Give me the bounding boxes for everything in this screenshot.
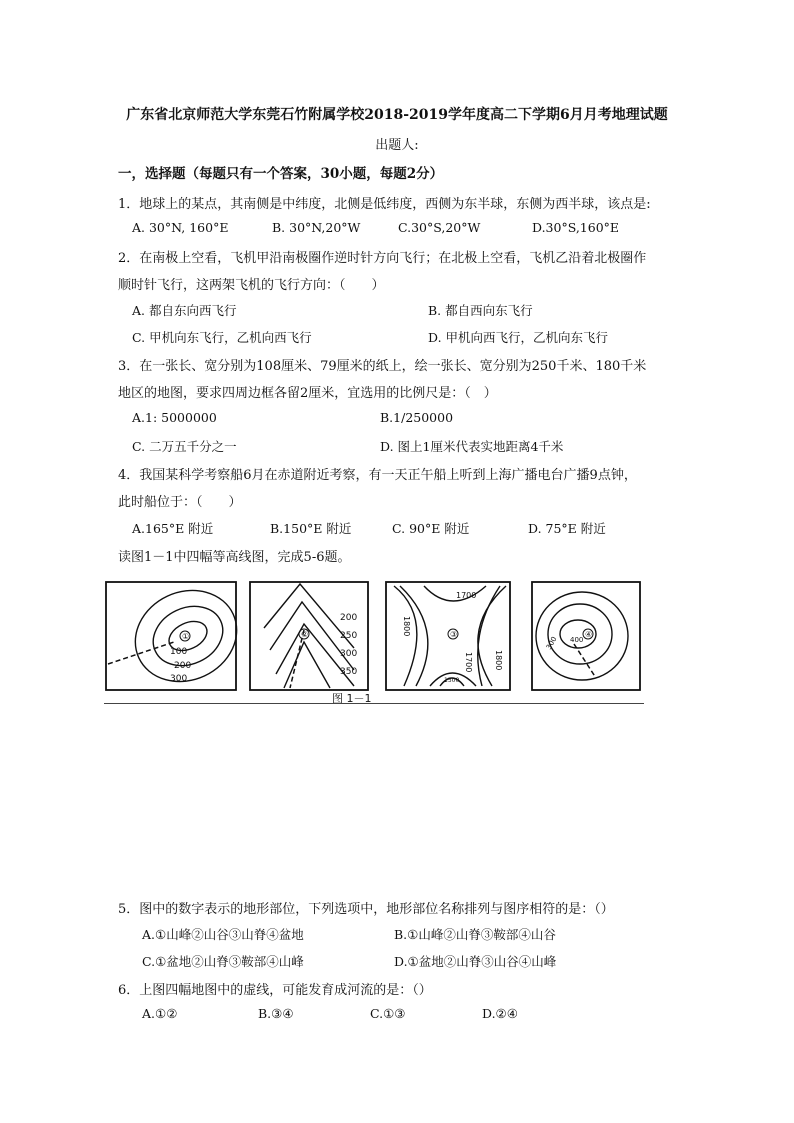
contour-map-3 [386, 582, 510, 690]
q2-option-d: D. 甲机向西飞行，乙机向东飞行 [428, 330, 609, 345]
contour-map-4 [532, 582, 640, 690]
q6-option-d: D.②④ [482, 1006, 518, 1021]
map1-label-200: 200 [174, 661, 192, 671]
q1-option-a: A. 30°N, 160°E [132, 220, 229, 235]
map3-marker: ③ [450, 630, 458, 639]
map3-label-center: 1700 [464, 652, 473, 673]
map4-marker: ④ [585, 630, 593, 639]
q3-option-c: C. 二万五千分之一 [132, 439, 237, 454]
q4-option-a: A.165°E 附近 [132, 521, 214, 536]
q4-option-d: D. 75°E 附近 [528, 521, 606, 536]
q1-option-b: B. 30°N,20°W [272, 220, 361, 235]
q5-option-d: D.①盆地②山脊③山谷④山峰 [394, 954, 557, 969]
map2-label-350: 350 [340, 667, 358, 677]
author-label: 出题人: [375, 138, 419, 153]
q1-option-c: C.30°S,20°W [398, 220, 481, 235]
q6-option-b: B.③④ [258, 1006, 294, 1021]
q2-option-a: A. 都自东向西飞行 [132, 303, 237, 318]
question-1-stem: 1．地球上的某点，其南侧是中纬度，北侧是低纬度，西侧为东半球，东侧为西半球，该点是: [118, 197, 651, 212]
q2-option-b: B. 都自西向东飞行 [428, 303, 533, 318]
map3-label-right: 1800 [494, 650, 503, 671]
q3-option-a: A.1: 5000000 [132, 410, 217, 425]
q1-option-d: D.30°S,160°E [532, 220, 620, 235]
q5-option-c: C.①盆地②山脊③鞍部④山峰 [142, 954, 304, 969]
figure-caption: 图 1－1 [332, 692, 372, 705]
page-title: 广东省北京师范大学东莞石竹附属学校2018-2019学年度高二下学期6月月考地理试题 [126, 107, 668, 123]
question-4-stem-line1: 4．我国某科学考察船6月在赤道附近考察，有一天正午船上听到上海广播电台广播9点钟， [118, 468, 637, 483]
map4-label-400: 400 [570, 636, 584, 644]
map2-label-300: 300 [340, 649, 358, 659]
map4-label-300: 300 [544, 635, 559, 651]
q5-option-b: B.①山峰②山脊③鞍部④山谷 [394, 927, 556, 942]
q3-option-d: D. 图上1厘米代表实地距离4千米 [380, 439, 564, 454]
q4-option-c: C. 90°E 附近 [392, 521, 470, 536]
map2-marker: ② [301, 630, 309, 639]
figure-divider [104, 703, 644, 704]
q6-option-c: C.①③ [370, 1006, 406, 1021]
contour-map-figure [104, 578, 644, 708]
map3-label-left: 1800 [402, 616, 411, 637]
map3-label-top: 1700 [456, 591, 477, 600]
map1-label-300: 300 [170, 674, 188, 684]
question-4-stem-line2: 此时船位于：（ ） [118, 495, 242, 510]
question-6-stem: 6．上图四幅地图中的虚线，可能发育成河流的是：（） [118, 983, 432, 998]
map1-label-100: 100 [170, 647, 188, 657]
question-2-stem-line2: 顺时针飞行，这两架飞机的飞行方向：（ ） [118, 278, 385, 293]
q2-option-c: C. 甲机向东飞行，乙机向西飞行 [132, 330, 312, 345]
q3-option-b: B.1/250000 [380, 410, 454, 425]
map2-label-200: 200 [340, 613, 358, 623]
q5-option-a: A.①山峰②山谷③山脊④盆地 [142, 927, 304, 942]
q6-option-a: A.①② [142, 1006, 178, 1021]
reading-prompt: 读图1－1中四幅等高线图，完成5-6题。 [118, 550, 351, 565]
map2-label-250: 250 [340, 631, 358, 641]
contour-map-2 [250, 582, 368, 690]
question-3-stem-line1: 3．在一张长、宽分别为108厘米、79厘米的纸上，绘一张长、宽分别为250千米、180千米 [118, 359, 647, 374]
contour-map-1 [106, 578, 252, 698]
question-5-stem: 5．图中的数字表示的地形部位，下列选项中，地形部位名称排列与图序相符的是：（） [118, 902, 614, 917]
question-2-stem-line1: 2．在南极上空看，飞机甲沿南极圈作逆时针方向飞行；在北极上空看，飞机乙沿着北极圈作 [118, 251, 647, 266]
map1-marker: ① [182, 632, 190, 641]
question-3-stem-line2: 地区的地图，要求四周边框各留2厘米，宜选用的比例尺是：（ ） [118, 386, 497, 401]
section-heading: 一，选择题（每题只有一个答案，30小题，每题2分） [118, 166, 444, 182]
map3-label-bottom: 1500 [444, 677, 460, 684]
q4-option-b: B.150°E 附近 [270, 521, 352, 536]
